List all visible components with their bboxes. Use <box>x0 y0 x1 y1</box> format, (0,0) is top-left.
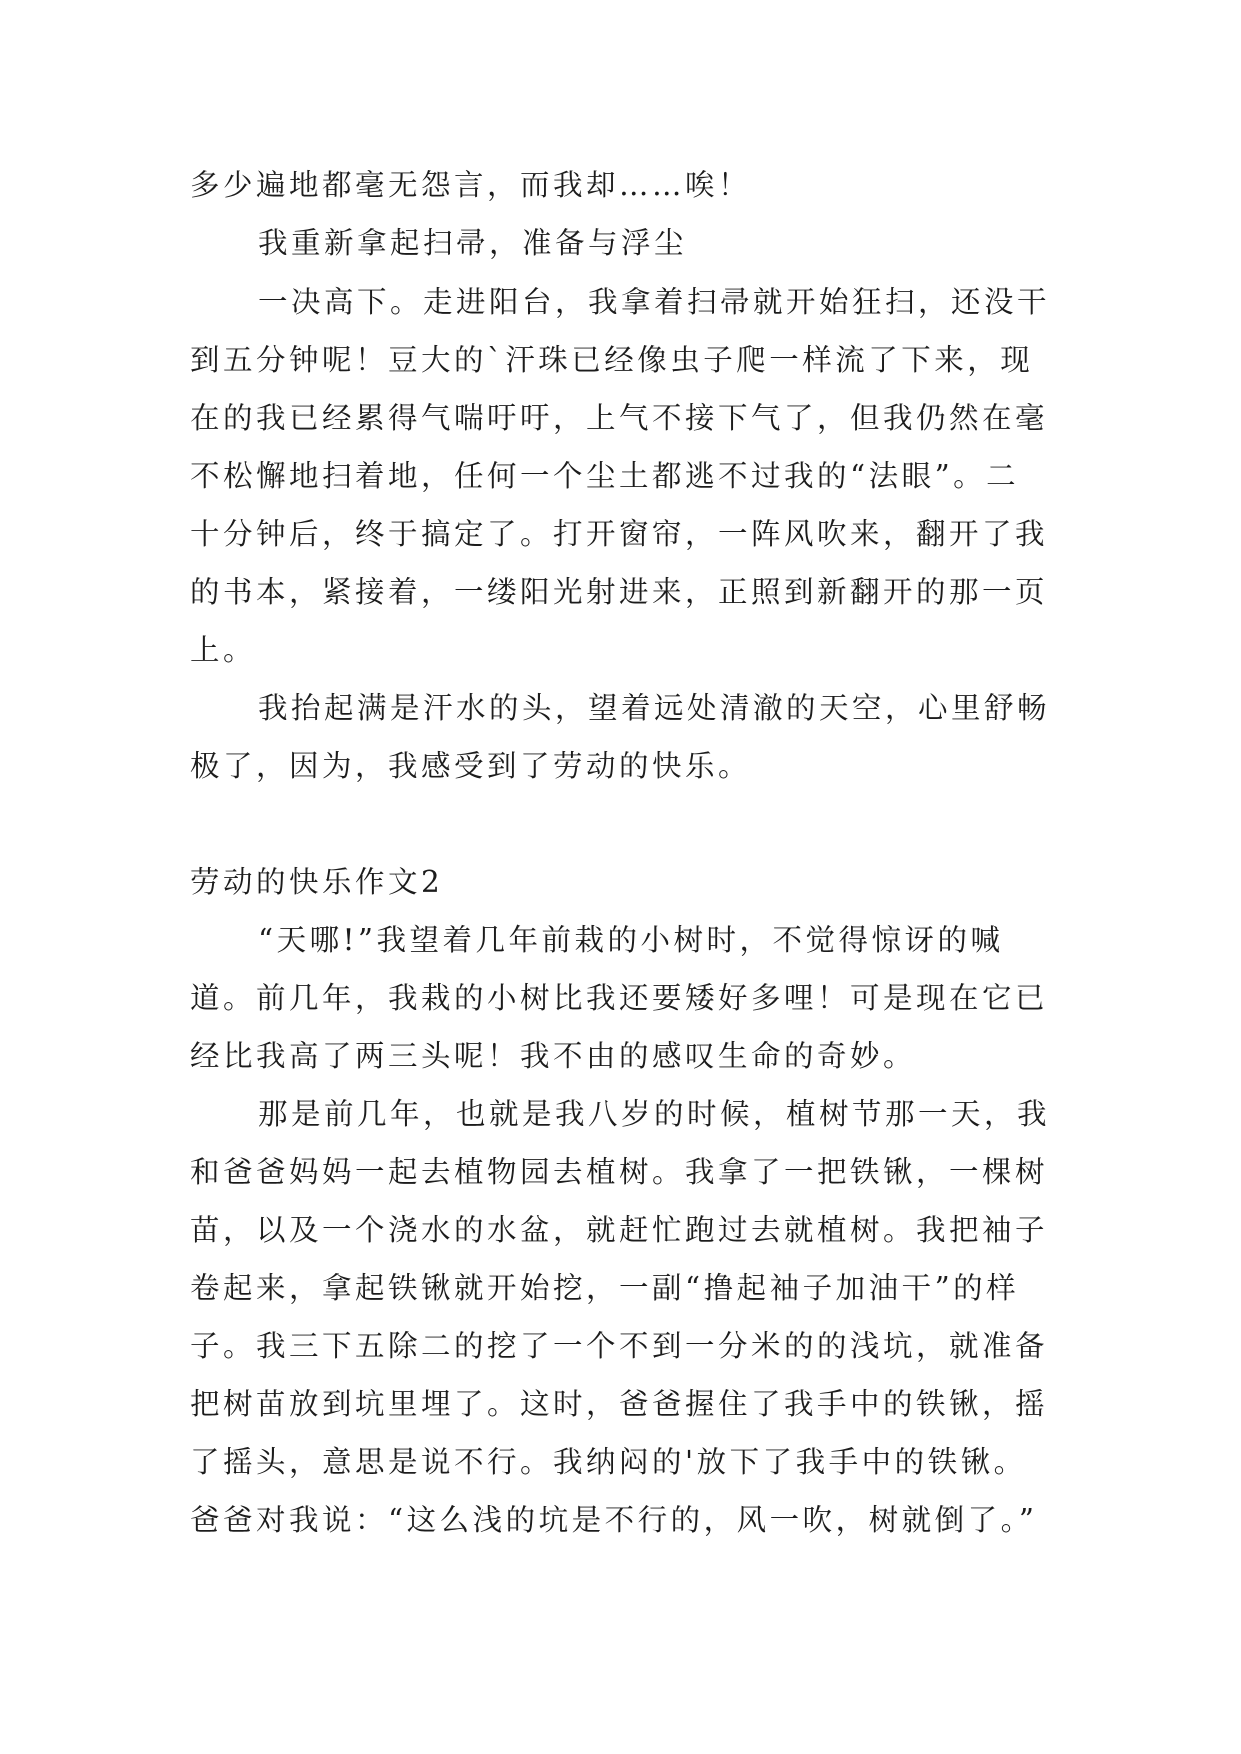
text-line: 道。前几年，我栽的小树比我还要矮好多哩！可是现在它已 <box>190 981 1049 1015</box>
text-line: 不松懈地扫着地，任何一个尘土都逃不过我的“法眼”。二 <box>190 459 1020 493</box>
text-line: 极了，因为，我感受到了劳动的快乐。 <box>190 749 752 783</box>
text-line: 爸爸对我说：“这么浅的坑是不行的，风一吹，树就倒了。” <box>190 1503 1038 1537</box>
text-line: 的书本，紧接着，一缕阳光射进来，正照到新翻开的那一页 <box>190 575 1049 609</box>
text-line: 上。 <box>190 633 257 667</box>
text-line: 苗，以及一个浇水的水盆，就赶忙跑过去就植树。我把袖子 <box>190 1213 1049 1247</box>
text-line: 卷起来，拿起铁锹就开始挖，一副“撸起袖子加油干”的样 <box>190 1271 1020 1305</box>
text-line: 一决高下。走进阳台，我拿着扫帚就开始狂扫，还没干 <box>258 285 1051 319</box>
text-line: 了摇头，意思是说不行。我纳闷的'放下了我手中的铁锹。 <box>190 1445 1027 1479</box>
text-line: 把树苗放到坑里埋了。这时，爸爸握住了我手中的铁锹，摇 <box>190 1387 1049 1421</box>
text-line: 我抬起满是汗水的头，望着远处清澈的天空，心里舒畅 <box>258 691 1051 725</box>
text-line: 经比我高了两三头呢！我不由的感叹生命的奇妙。 <box>190 1039 917 1073</box>
text-line: “天哪!”我望着几年前栽的小树时，不觉得惊讶的喊 <box>258 923 1004 957</box>
text-line: 到五分钟呢！豆大的`汗珠已经像虫子爬一样流了下来，现 <box>190 343 1034 377</box>
text-line: 多少遍地都毫无怨言，而我却……唉！ <box>190 168 752 202</box>
text-line: 和爸爸妈妈一起去植物园去植树。我拿了一把铁锹，一棵树 <box>190 1155 1049 1189</box>
essay-title: 劳动的快乐作文2 <box>190 865 444 899</box>
text-line: 我重新拿起扫帚，准备与浮尘 <box>258 226 688 260</box>
text-line: 十分钟后，终于搞定了。打开窗帘，一阵风吹来，翻开了我 <box>190 517 1049 551</box>
text-line: 那是前几年，也就是我八岁的时候，植树节那一天，我 <box>258 1097 1051 1131</box>
text-line: 在的我已经累得气喘吁吁，上气不接下气了，但我仍然在毫 <box>190 401 1049 435</box>
text-line: 子。我三下五除二的挖了一个不到一分米的的浅坑，就准备 <box>190 1329 1049 1363</box>
